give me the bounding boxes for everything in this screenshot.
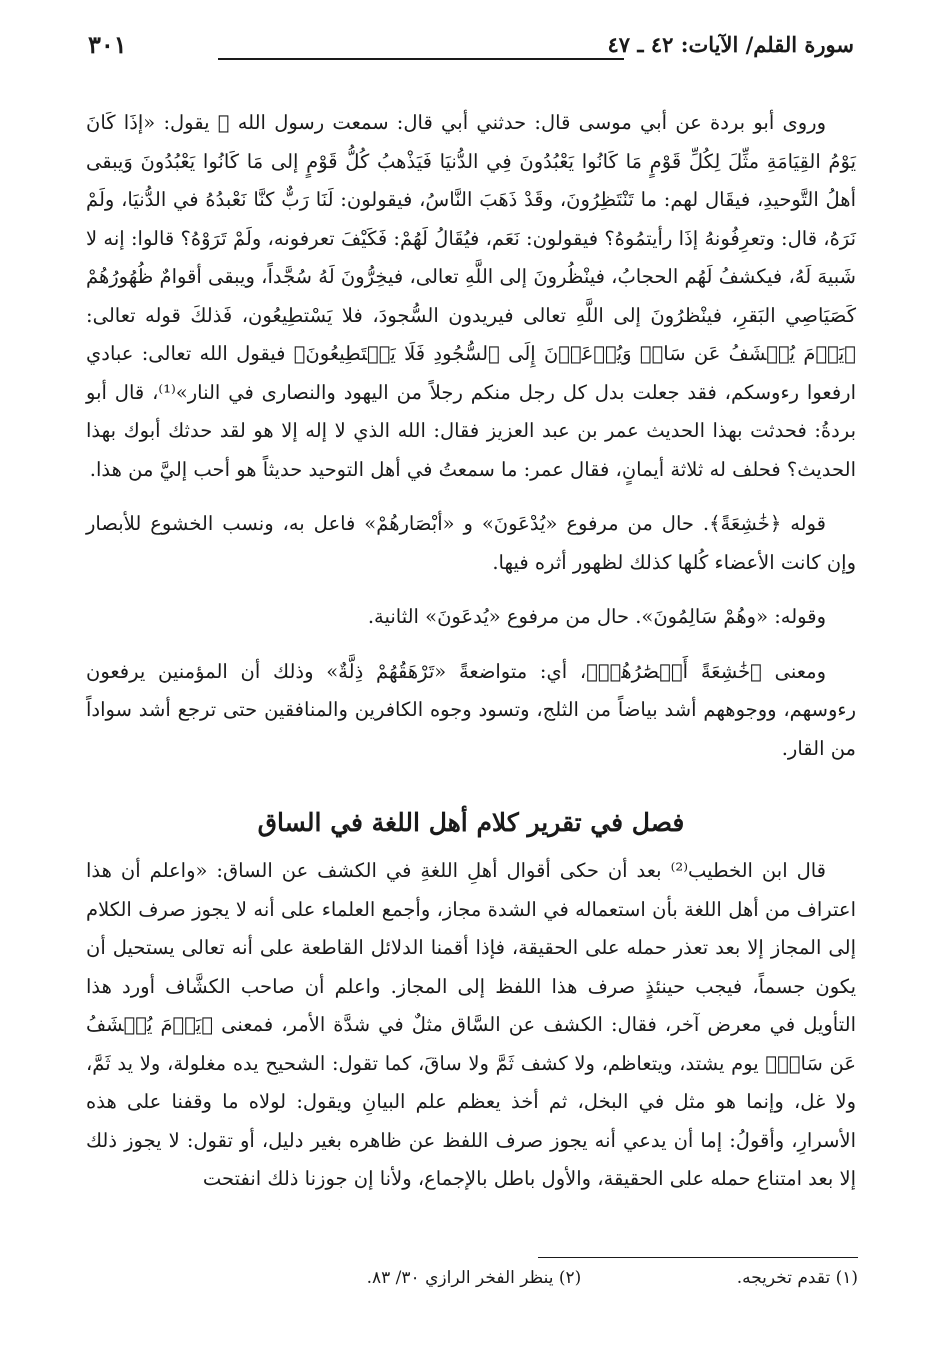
page-number: ٣٠١	[88, 30, 127, 59]
surah-title: سورة القلم/ الآيات: ٤٢ ـ ٤٧	[607, 32, 854, 57]
header-rule	[218, 58, 624, 60]
paragraph-meaning: ومعنى ﴿خَٰشِعَةً أَبۡصَٰرُهُمۡ﴾، أي: متواضعةً «تَرْهَقُهُمْ ذِلَّةٌ» وذلك أن المؤمنين يرفعون رءوسهم، ووجوههم أشد بياضاً من الثلج، وتسود وجوه الكافرين والمنافقين حتى ترجع أشد سواداً من القار.	[86, 659, 856, 760]
footnote-2: (٢) ينظر الفخر الرازي ٣٠/ ٨٣.	[366, 1268, 582, 1288]
paragraph-khashiah: قوله ﴿خَٰشِعَةً﴾. حال من مرفوع «يُدْعَونَ» و «أبْصَارهُمْ» فاعل به، ونسب الخشوع للأبصار وإن كانت الأعضاء كُلها كذلك لظهور أثره فيها.	[86, 512, 856, 574]
paragraph-salimun: وقوله: «وهُمْ سَالِمُونَ». حال من مرفوع «يُدعَونَ» الثانية.	[367, 605, 826, 628]
page-header	[88, 30, 854, 70]
footnotes	[88, 1268, 858, 1288]
paragraph-hadith: وروى أبو بردة عن أبي موسى قال: حدثني أبي قال: سمعت رسول الله ﷺ يقول: «إذَا كَانَ يَوْمُ القِيَامَةِ مثِّلَ لِكُلِّ قَوْمٍ مَا كَانُوا يَعْبُدُونَ فِي الدُّنيَا فَيَذْهبُ كُلُّ قَوْمٍ إلى مَا كَانُوا يَعْبُدُونَ وَيبقى أهلُ التَّوحيدِ، فيقَال لهم: ما تَنْتَظِرُونَ، وقَدْ ذَهَبَ النَّاسُ، فيقولون: لَنَا رَبٌّ كنَّا نَعْبدُهُ في الدُّنيَا، ولَمْ نَرَهُ، قال: وتعرِفُونهُ إذَا رأيتمُوهُ؟ فيقولون: نَعَم، فيُقَالُ لَهُمْ: فَكَيْفَ تعرفونه، ولَمْ تَرَوْهُ؟ قالوا: إنه لا شَبيهَ لَهُ، فيكشفُ لَهُم الحجابُ، فينْظُرونَ إلى اللَّهِ تعالى، فيخِرُّونَ لَهُ سُجَّداً، ويبقى أقوامٌ ظُهُورُهُمْ كَصَيَاصِي البَقرِ، فينْظرُونَ إلى اللَّهِ تعالى فيريدون السُّجودَ، فلا يَسْتطِيعُون، فَذلكَ قوله تعالى: ﴿يَوۡمَ يُكۡشَفُ عَن سَاقٖ وَيُدۡعَوۡنَ إِلَى ٱلسُّجُودِ فَلَا يَسۡتَطِيعُونَ﴾ فيقول الله تعالى: عبادي ارفعوا رءوسكم، فقد جعلت بدل كل رجل منكم رجلاً من اليهود والنصارى في النار»⁽¹⁾، قال أبو بردةُ: فحدثت بهذا الحديث عمر بن عبد العزيز فقال: الله الذي لا إله إلا هو لقد حدثك أبوك بهذا الحديث؟ فحلف له ثلاثة أيمانٍ، فقال عمر: ما سمعتُ في أهل التوحيد حديثاً هو أحب إليَّ من هذا.	[86, 111, 856, 481]
main-text	[86, 104, 856, 784]
footnote-1: (١) تقدم تخريجه.	[736, 1268, 858, 1288]
footnote-rule	[538, 1257, 858, 1258]
section-heading: فصل في تقرير كلام أهل اللغة في الساق	[257, 808, 685, 837]
section-text	[86, 852, 856, 1215]
paragraph-ibn-khatib: قال ابن الخطيب⁽²⁾ بعد أن حكى أقوال أهلِ اللغةِ في الكشف عن الساق: «واعلم أن هذا اعتراف من أهل اللغة بأن استعماله في الشدة مجاز، وأجمع العلماء على أنه لا يجوز صرف الكلام إلى المجاز إلا بعد تعذر حمله على الحقيقة، فإذا أقمنا الدلائل القاطعة على أنه تعالى يستحيل أن يكون جسماً، فيجب حينئذٍ صرف هذا اللفظ إلى المجاز. واعلم أن صاحب الكشَّاف أورد هذا التأويل في معرض آخر، فقال: الكشف عن السَّاق مثلٌ في شدَّة الأمر، فمعنى ﴿يَوۡمَ يُكۡشَفُ عَن سَاقٖ﴾ يوم يشتد، ويتعاظم، ولا كشف ثَمَّ ولا ساقَ، كما تقول: الشحيح يده مغلولة، ولا يد ثَمَّ، ولا غل، وإنما هو مثل في البخل، ثم أخذ يعظم علم البيانِ ويقول: لولاه ما وقفنا على هذه الأسرارِ، وأقولُ: إما أن يدعي أنه يجوز صرف اللفظ عن ظاهره بغير دليل، أو تقول: لا يجوز ذلك إلا بعد امتناع حمله على الحقيقة، والأول باطل بالإجماع، ولأنا إن جوزنا ذلك انفتحت	[86, 859, 856, 1190]
